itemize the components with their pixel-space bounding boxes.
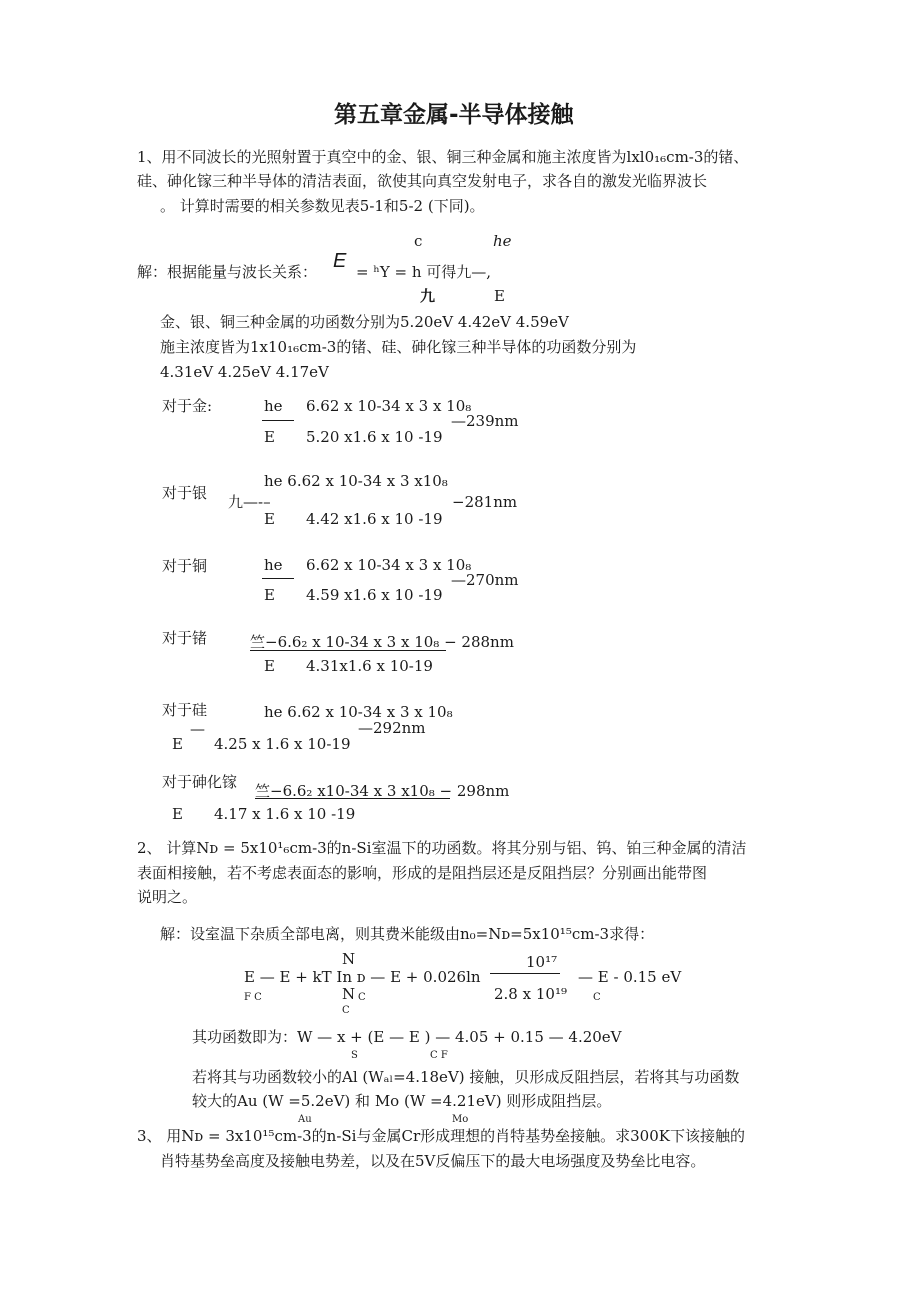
copper-fraction-bar xyxy=(262,578,294,579)
copper-label: 对于铜 xyxy=(162,557,208,575)
gaas-denominator: 4.17 x 1.6 x 10 -19 xyxy=(214,805,356,823)
germanium-expression: 竺−6.6₂ x 10-34 x 3 x 10₈ − 288nm xyxy=(250,633,514,651)
germanium-fraction-bar xyxy=(250,650,446,651)
silver-label: 对于银 xyxy=(162,484,208,502)
gold-label: 对于金: xyxy=(162,397,213,415)
question-3-line-2: 肖特基势垒高度及接触电势差，以及在5V反偏压下的最大电场强度及势垒比电容。 xyxy=(160,1152,706,1170)
germanium-denominator: 4.31x1.6 x 10-19 xyxy=(306,657,433,675)
copper-numerator: 6.62 x 10-34 x 3 x 10₈ xyxy=(306,556,472,574)
formula-E-bottom: E xyxy=(494,287,505,305)
germanium-label: 对于锗 xyxy=(162,629,208,647)
copper-E: E xyxy=(264,586,275,604)
gaas-fraction-bar xyxy=(255,798,450,799)
gold-numerator: 6.62 x 10-34 x 3 x 10₈ xyxy=(306,397,472,415)
gold-fraction-bar xyxy=(262,420,294,421)
eq-right: — E - 0.15 eV xyxy=(578,968,682,986)
eq-Nc: N xyxy=(342,985,356,1003)
silicon-denominator: 4.25 x 1.6 x 10-19 xyxy=(214,735,351,753)
formula-he: he xyxy=(493,232,512,250)
silicon-label: 对于硅 xyxy=(162,701,208,719)
eq-subscript-C2: C xyxy=(342,1005,350,1016)
gaas-label: 对于砷化镓 xyxy=(162,773,238,791)
eq-subscript-C3: C xyxy=(593,992,601,1003)
silver-denominator: 4.42 x1.6 x 10 -19 xyxy=(306,510,443,528)
semiconductors-line-2: 4.31eV 4.25eV 4.17eV xyxy=(160,363,329,381)
question-2-line-1: 2、 计算Nᴅ = 5x10¹₆cm-3的n-Si室温下的功函数。将其分别与铝、钨、铂三种金属的清洁 xyxy=(137,839,747,857)
page-title: 第五章金属-半导体接触 xyxy=(334,102,574,128)
mo-subscript: Mo xyxy=(452,1114,469,1125)
eq-subscript-FC: F C xyxy=(244,992,262,1003)
wf-subscript-S: S xyxy=(351,1050,358,1061)
question-1-line-3: 。 计算时需要的相关参数见表5-1和5-2 (下同)。 xyxy=(160,197,485,215)
aluminum-line: 若将其与功函数较小的Al (Wₐₗ=4.18eV) 接触，贝形成反阻挡层，若将其与功函数 xyxy=(192,1068,740,1086)
silicon-numerator: he 6.62 x 10-34 x 3 x 10₈ xyxy=(264,703,453,721)
gold-denominator: 5.20 x1.6 x 10 -19 xyxy=(306,428,443,446)
silicon-result: —292nm xyxy=(358,719,426,737)
silicon-dash: — xyxy=(190,720,205,738)
gold-molybdenum-line: 较大的Au (W =5.2eV) 和 Mo (W =4.21eV) 则形成阻挡层。 xyxy=(192,1092,612,1110)
gold-E: E xyxy=(264,428,275,446)
silver-jiu: 九—-– xyxy=(228,493,271,511)
copper-denominator: 4.59 x1.6 x 10 -19 xyxy=(306,586,443,604)
question-1-line-1: 1、用不同波长的光照射置于真空中的金、银、铜三种金属和施主浓度皆为lxl0₁₆cm-3的锗、 xyxy=(137,148,749,166)
silver-numerator: he 6.62 x 10-34 x 3 x10₈ xyxy=(264,472,448,490)
question-2-line-3: 说明之。 xyxy=(137,888,198,906)
solution-1-intro: 解：根据能量与波长关系： xyxy=(137,263,318,281)
silver-E: E xyxy=(264,510,275,528)
question-2-line-2: 表面相接触，若不考虑表面态的影响，形成的是阻挡层还是反阻挡层？分别画出能带图 xyxy=(137,864,708,882)
eq-Nc-subscript: C xyxy=(358,992,366,1003)
work-function-equation: 其功函数即为：W — x + (E — E ) — 4.05 + 0.15 — 4.20eV xyxy=(192,1028,622,1046)
semiconductors-line-1: 施主浓度皆为1x10₁₆cm-3的锗、硅、砷化镓三种半导体的功函数分别为 xyxy=(160,338,637,356)
fermi-level-equation: E — E + kT In ᴅ — E + 0.026ln xyxy=(244,968,481,986)
gaas-E: E xyxy=(172,805,183,823)
solution-2-intro: 解：设室温下杂质全部电离，则其费米能级由n₀=Nᴅ=5x10¹⁵cm-3求得： xyxy=(160,925,655,943)
formula-jiu: 九 xyxy=(420,287,436,305)
eq-fraction-bar xyxy=(490,973,560,974)
formula-E: E xyxy=(333,250,347,272)
silver-result: −281nm xyxy=(452,493,518,511)
formula-c: c xyxy=(414,232,423,250)
eq-denominator: 2.8 x 10¹⁹ xyxy=(494,985,567,1003)
wf-subscript-CF: C F xyxy=(430,1050,448,1061)
germanium-E: E xyxy=(264,657,275,675)
gold-result: —239nm xyxy=(451,412,519,430)
eq-N-top: N xyxy=(342,950,356,968)
copper-result: —270nm xyxy=(451,571,519,589)
question-1-line-2: 硅、砷化镓三种半导体的清洁表面，欲使其向真空发射电子，求各自的激发光临界波长 xyxy=(137,172,708,190)
metals-work-functions: 金、银、铜三种金属的功函数分别为5.20eV 4.42eV 4.59eV xyxy=(160,313,569,331)
silicon-E: E xyxy=(172,735,183,753)
gold-he: he xyxy=(264,397,283,415)
question-3-line-1: 3、 用Nᴅ = 3x10¹⁵cm-3的n-Si与金属Cr形成理想的肖特基势垒接触。求300K下该接触的 xyxy=(137,1127,745,1145)
eq-exponent-top: 10¹⁷ xyxy=(526,953,558,971)
gaas-expression: 竺−6.6₂ x10-34 x 3 x10₈ − 298nm xyxy=(255,782,510,800)
formula-main: = ʰY = h 可得九—, xyxy=(356,263,492,281)
au-subscript: Au xyxy=(298,1114,312,1125)
copper-he: he xyxy=(264,556,283,574)
